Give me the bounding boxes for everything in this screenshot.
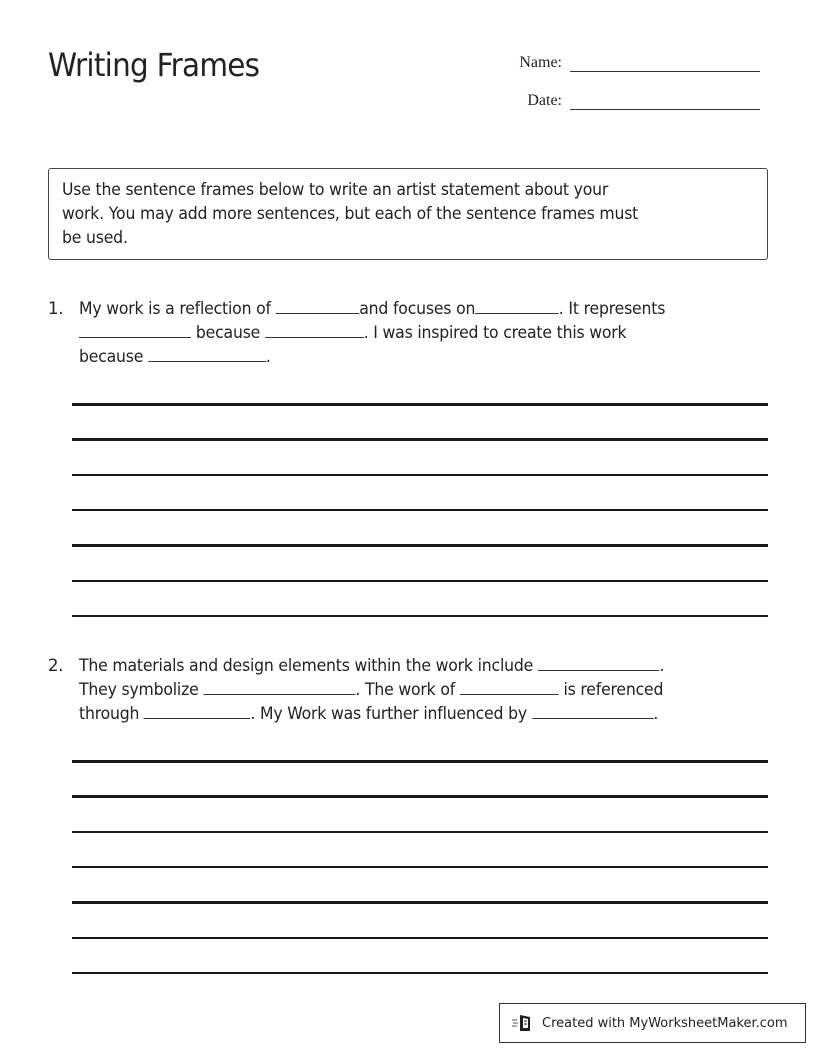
writing-line[interactable] [72, 901, 768, 904]
question-text: My work is a reflection of [79, 299, 276, 318]
question-text: through [79, 704, 145, 723]
name-input-line[interactable] [570, 71, 760, 72]
writing-line[interactable] [72, 831, 768, 834]
question-number: 2. [48, 656, 64, 675]
question-text: is referenced [558, 680, 664, 699]
fill-in-blank[interactable] [276, 297, 360, 314]
question-text: because [191, 323, 265, 342]
name-label: Name: [519, 54, 562, 71]
myworksheetmaker-logo-icon [512, 1013, 534, 1033]
writing-line[interactable] [72, 438, 768, 441]
question-number: 1. [48, 299, 64, 318]
writing-line[interactable] [72, 937, 768, 940]
fill-in-blank[interactable] [203, 678, 355, 695]
writing-line[interactable] [72, 615, 768, 618]
question-text: . The work of [355, 680, 460, 699]
question-text: because [79, 347, 149, 366]
writing-line[interactable] [72, 972, 768, 975]
fill-in-blank[interactable] [148, 345, 266, 362]
fill-in-blank[interactable] [538, 654, 660, 671]
question-text: . [659, 656, 665, 675]
question-text: The materials and design elements within the work include [79, 656, 538, 675]
writing-line[interactable] [72, 795, 768, 798]
writing-line[interactable] [72, 580, 768, 583]
credit-text: Created with MyWorksheetMaker.com [542, 1015, 788, 1031]
instructions-line: be used. [62, 228, 128, 247]
date-label: Date: [527, 92, 562, 109]
name-field [510, 54, 760, 72]
question-line [79, 321, 626, 345]
question-text: and focuses on [359, 299, 476, 318]
instructions-line: Use the sentence frames below to write an artist statement about your [62, 180, 609, 199]
fill-in-blank[interactable] [79, 321, 191, 338]
fill-in-blank[interactable] [475, 297, 559, 314]
instructions-box [48, 168, 768, 260]
question-text: . My Work was further influenced by [250, 704, 532, 723]
fill-in-blank[interactable] [144, 702, 250, 719]
page-title: Writing Frames [48, 46, 260, 84]
fill-in-blank[interactable] [532, 702, 654, 719]
question-text: . I was inspired to create this work [363, 323, 627, 342]
question-line [79, 654, 664, 678]
question-line [79, 702, 658, 726]
writing-line[interactable] [72, 509, 768, 512]
fill-in-blank[interactable] [265, 321, 364, 338]
date-input-line[interactable] [570, 109, 760, 110]
writing-line[interactable] [72, 866, 768, 869]
question-line [79, 678, 663, 702]
question-text: . [265, 347, 271, 366]
question-line [79, 297, 665, 321]
writing-line[interactable] [72, 474, 768, 477]
instructions-line: work. You may add more sentences, but each of the sentence frames must [62, 204, 639, 223]
question-text: . [653, 704, 659, 723]
writing-line[interactable] [72, 544, 768, 547]
writing-line[interactable] [72, 403, 768, 406]
writing-line[interactable] [72, 760, 768, 763]
credit-badge [499, 1003, 806, 1043]
question-text: They symbolize [79, 680, 204, 699]
question-text: . It represents [558, 299, 666, 318]
date-field [510, 92, 760, 110]
fill-in-blank[interactable] [460, 678, 559, 695]
question-line [79, 345, 271, 369]
